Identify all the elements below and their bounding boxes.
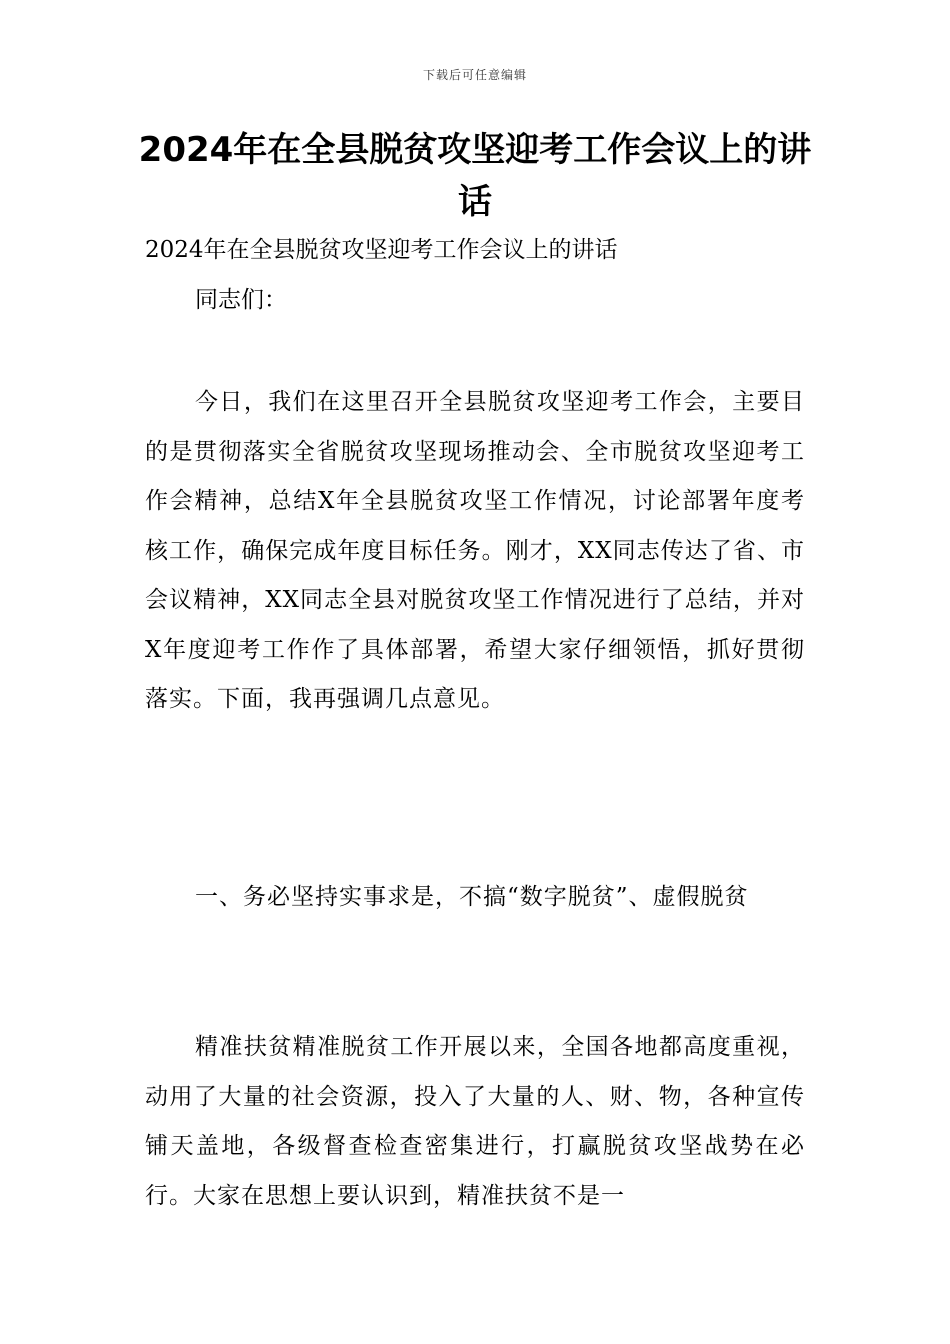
document-subtitle: 2024年在全县脱贫攻坚迎考工作会议上的讲话 [145,237,618,263]
paragraph-opening: 今日，我们在这里召开全县脱贫攻坚迎考工作会，主要目的是贯彻落实全省脱贫攻坚现场推动会、全市脱贫攻坚迎考工作会精神，总结X年全县脱贫攻坚工作情况，讨论部署年度考核工作，确保完成年度目标任务。刚才，XX同志传达了省、市会议精神，XX同志全县对脱贫攻坚工作情况进行了总结，并对X年度迎考工作作了具体部署，希望大家仔细领悟，抓好贯彻落实。下面，我再强调几点意见。 [145,389,805,712]
salutation: 同志们： [195,287,287,313]
header-note: 下载后可任意编辑 [422,68,527,82]
paragraph-section-one: 精准扶贫精准脱贫工作开展以来，全国各地都高度重视，动用了大量的社会资源，投入了大量的人、财、物，各种宣传铺天盖地，各级督查检查密集进行，打赢脱贫攻坚战势在必行。大家在思想上要认识到，精准扶贫不是一 [145,1034,805,1209]
document-title: 2024年在全县脱贫攻坚迎考工作会议上的讲话 [138,130,812,222]
section-heading-one: 一、务必坚持实事求是，不搞“数字脱贫”、虚假脱贫 [195,884,749,910]
